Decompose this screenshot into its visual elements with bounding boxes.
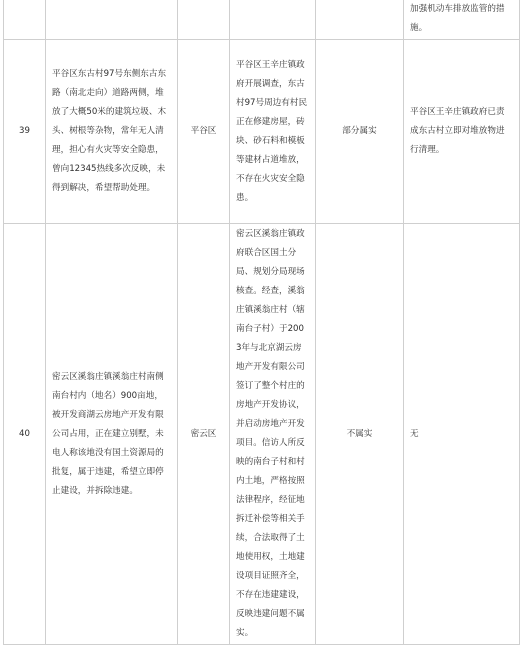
row-number-cell [4,0,46,40]
row-number-cell: 40 [4,224,46,645]
verdict-cell: 不属实 [316,224,404,645]
measures-cell: 平谷区王辛庄镇政府已责成东古村立即对堆放物进行清理。 [404,40,520,224]
issue-cell: 平谷区东古村97号东侧东古东路（南北走向）道路两侧，堆放了大概50米的建筑垃圾、木头、树根等杂物，常年无人清理，担心有火灾等安全隐患，曾向12345热线多次反映，未得到解决，希望帮助处理。 [46,40,178,224]
issue-cell: 密云区溪翁庄镇溪翁庄村南侧南台村内（地名）900亩地，被开发商湖云房地产开发有限公司占用，正在建立别墅，未电人称该地没有国土资源局的批复，属于违建，希望立即停止建设，并拆除违建。 [46,224,178,645]
verdict-cell [316,0,404,40]
measures-cell: 无 [404,224,520,645]
district-cell: 密云区 [178,224,230,645]
investigation-cell [230,0,316,40]
measures-cell [404,0,520,40]
issue-cell [46,0,178,40]
investigation-cell: 平谷区王辛庄镇政府开展调查，东古村97号周边有村民正在修建房屋，砖块、砂石料和模板等建材占道堆放，不存在火灾安全隐患。 [230,40,316,224]
district-cell: 平谷区 [178,40,230,224]
district-cell [178,0,230,40]
table-row [4,0,520,40]
table-row [4,224,520,645]
investigation-cell: 密云区溪翁庄镇政府联合区国土分局、规划分局现场核查。经查，溪翁庄镇溪翁庄村（辖南台子村）于2003年与北京湖云房地产开发有限公司签订了整个村庄的房地产开发协议，并启动房地产开发项目。信访人所反映的南台子村和村内土地，严格按照法律程序，经征地拆迁补偿等相关手续，合法取得了土地使用权，土地建设项目证照齐全，不存在违建建设，反映违建问题不属实。 [230,224,316,645]
measures-text: 加强机动车排放监管的措施。 [410,4,505,33]
row-number-cell: 39 [4,40,46,224]
table-row [4,40,520,224]
complaint-table [3,0,520,645]
verdict-cell: 部分属实 [316,40,404,224]
